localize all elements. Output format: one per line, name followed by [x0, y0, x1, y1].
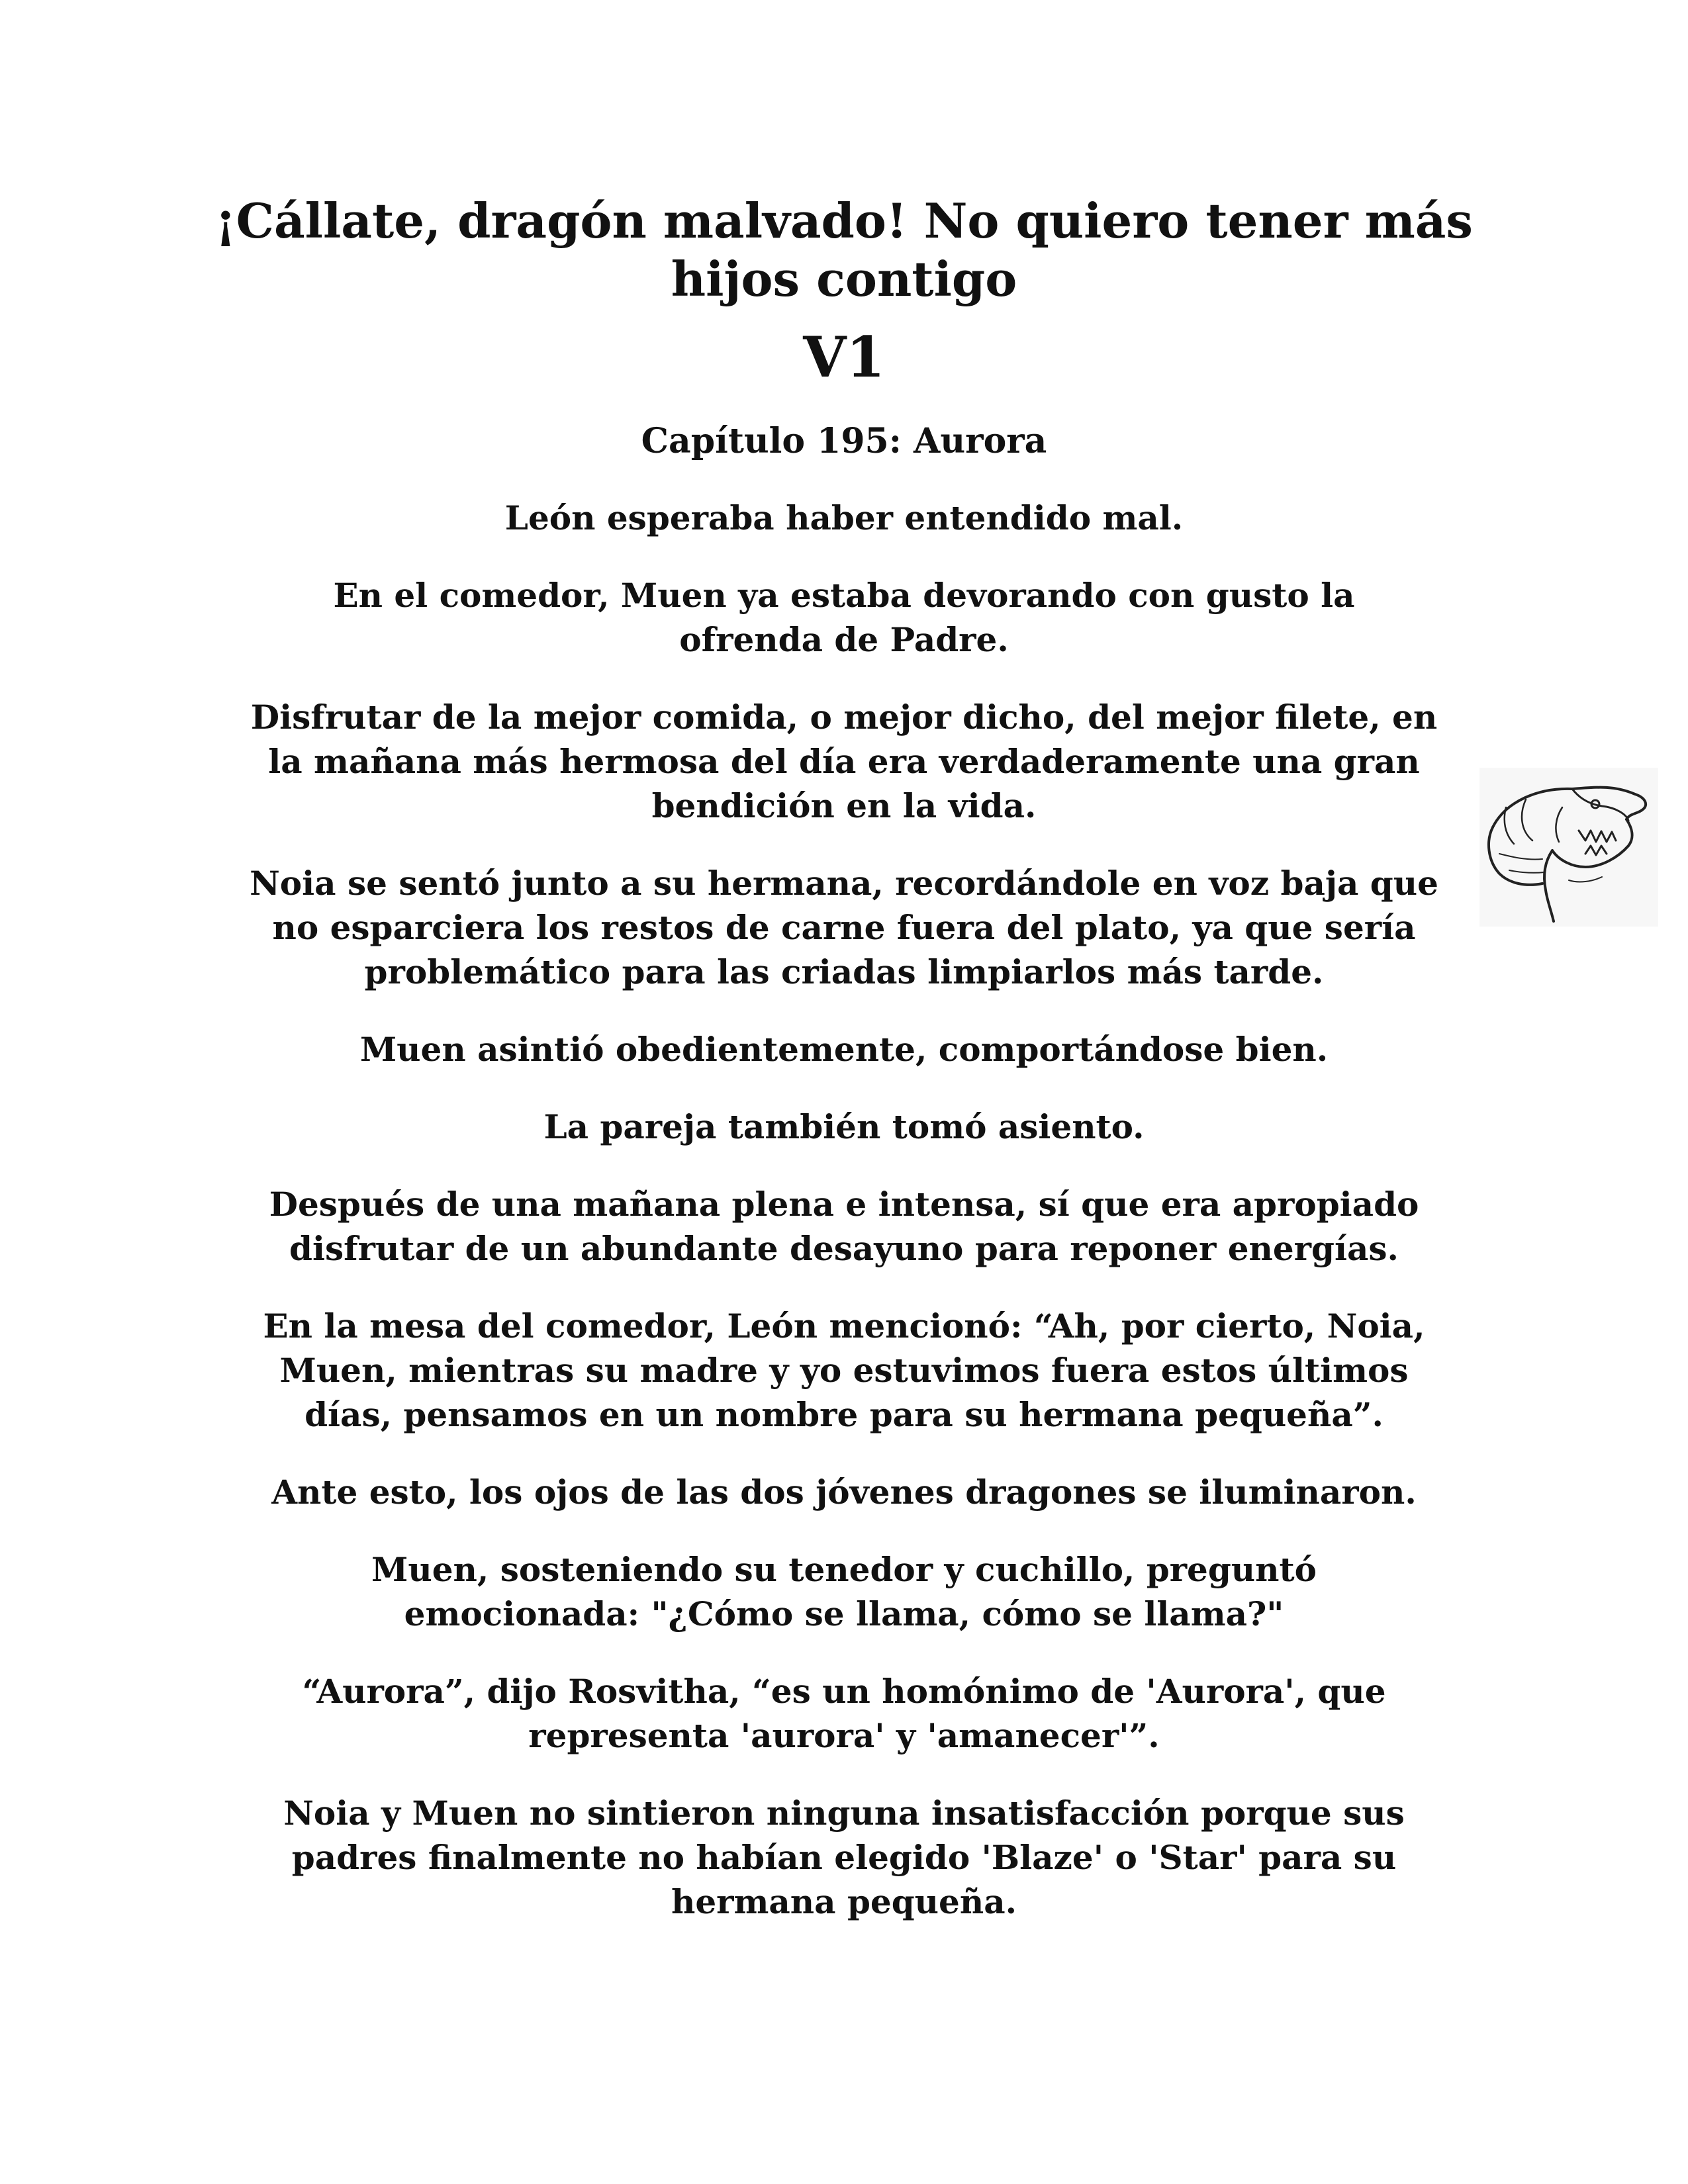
paragraph: La pareja también tomó asiento. [543, 1107, 1145, 1147]
body-text [199, 496, 1489, 1924]
volume-label: V1 [803, 324, 885, 390]
paragraph: “Aurora”, dijo Rosvitha, “es un homónimo de 'Aurora', que representa 'aurora' y 'amanecer'”. [302, 1672, 1386, 1756]
paragraph: Disfrutar de la mejor comida, o mejor dicho, del mejor filete, en la mañana más hermosa del día era verdaderamente una gran bendición en la vida. [250, 698, 1438, 826]
paragraph: Después de una mañana plena e intensa, sí que era apropiado disfrutar de un abundante desayuno para reponer energías. [269, 1185, 1419, 1269]
paragraph: Noia se sentó junto a su hermana, recordándole en voz baja que no esparciera los restos de carne fuera del plato, ya que sería problemático para las criadas limpiarlos más tarde. [250, 864, 1438, 992]
chapter-heading: Capítulo 195: Aurora [641, 421, 1047, 462]
paragraph: Muen asintió obedientemente, comportándose bien. [359, 1030, 1329, 1069]
paragraph: Ante esto, los ojos de las dos jóvenes dragones se iluminaron. [271, 1473, 1417, 1512]
document-page [199, 192, 1489, 1957]
paragraph: León esperaba haber entendido mal. [504, 498, 1184, 538]
paragraph: Noia y Muen no sintieron ninguna insatisfacción porque sus padres finalmente no habían elegido 'Blaze' o 'Star' para su hermana pequeña. [283, 1794, 1405, 1922]
dragon-head-sketch-icon [1479, 768, 1658, 927]
document-title: ¡Cállate, dragón malvado! No quiero tener más hijos contigo [215, 193, 1473, 307]
paragraph: En el comedor, Muen ya estaba devorando con gusto la ofrenda de Padre. [333, 576, 1355, 660]
paragraph: En la mesa del comedor, León mencionó: “Ah, por cierto, Noia, Muen, mientras su madre y yo estuvimos fuera estos últimos días, pensamos en un nombre para su hermana pequeña”. [263, 1306, 1425, 1435]
paragraph: Muen, sosteniendo su tenedor y cuchillo, preguntó emocionada: "¿Cómo se llama, cómo se llama?" [371, 1550, 1317, 1634]
